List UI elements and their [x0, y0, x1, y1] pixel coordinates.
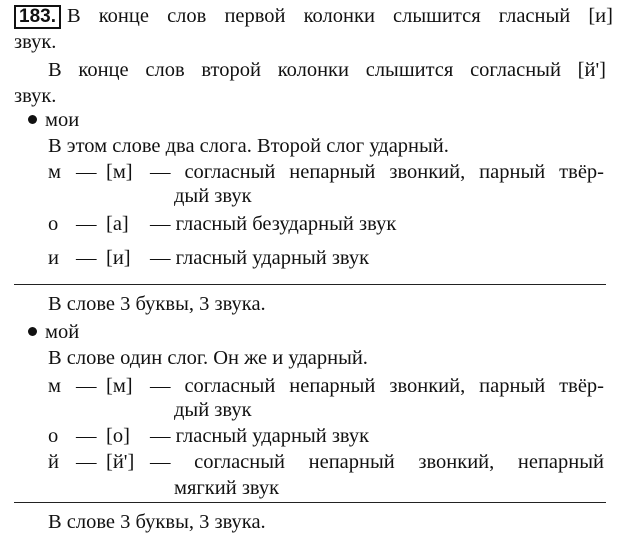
bullet-icon — [28, 115, 37, 124]
word2-summary: В слове 3 буквы, 3 звука. — [48, 511, 266, 533]
word2-row-1-cont: дый звук — [174, 399, 252, 421]
divider-line — [14, 502, 606, 503]
intro-text-2: В конце слов второй колонки слышится согласный [й'] — [48, 59, 606, 81]
letter: и — [48, 247, 59, 269]
sound-description: — гласный ударный звук — [150, 425, 370, 447]
sound-transcription: [й'] — [106, 451, 135, 473]
sound-description: — согласный непарный звонкий, парный твёр- — [150, 375, 604, 397]
word1-summary: В слове 3 буквы, 3 звука. — [48, 293, 266, 315]
sound-transcription: [и] — [106, 247, 131, 269]
letter: о — [48, 425, 59, 447]
letter: м — [48, 161, 61, 183]
sound-transcription: [м] — [106, 375, 133, 397]
intro-text-1: В конце слов первой колонки слышится гласный [и] — [66, 5, 613, 27]
divider-line — [14, 284, 606, 285]
exercise-number: 183. — [14, 5, 61, 29]
sound-transcription: [о] — [106, 425, 130, 447]
word2-row-3-cont: мягкий звук — [174, 477, 280, 499]
intro-text-2-cont: звук. — [14, 85, 57, 107]
bullet-icon — [28, 327, 37, 336]
word2-syllables: В слове один слог. Он же и ударный. — [48, 347, 368, 369]
letter: о — [48, 213, 59, 235]
word2-title: мой — [45, 321, 80, 343]
word1-title: мои — [45, 109, 80, 131]
letter: й — [48, 451, 59, 473]
intro-text-1-cont: звук. — [14, 31, 57, 53]
word2-heading — [28, 320, 79, 344]
sound-description: — гласный безударный звук — [150, 213, 397, 235]
dash: — — [76, 451, 97, 473]
dash: — — [76, 425, 97, 447]
letter: м — [48, 375, 61, 397]
word1-heading — [28, 108, 79, 132]
dash: — — [76, 375, 97, 397]
dash: — — [76, 247, 97, 269]
sound-transcription: [м] — [106, 161, 133, 183]
sound-transcription: [а] — [106, 213, 129, 235]
exercise-intro-line1 — [14, 4, 613, 29]
dash: — — [76, 161, 97, 183]
dash: — — [76, 213, 97, 235]
word1-syllables: В этом слове два слога. Второй слог ударный. — [48, 135, 449, 157]
sound-description: — согласный непарный звонкий, парный твёр- — [150, 161, 604, 183]
sound-description: — гласный ударный звук — [150, 247, 370, 269]
sound-description: — согласный непарный звонкий, непарный — [150, 451, 604, 473]
word1-row-1-cont: дый звук — [174, 185, 252, 207]
